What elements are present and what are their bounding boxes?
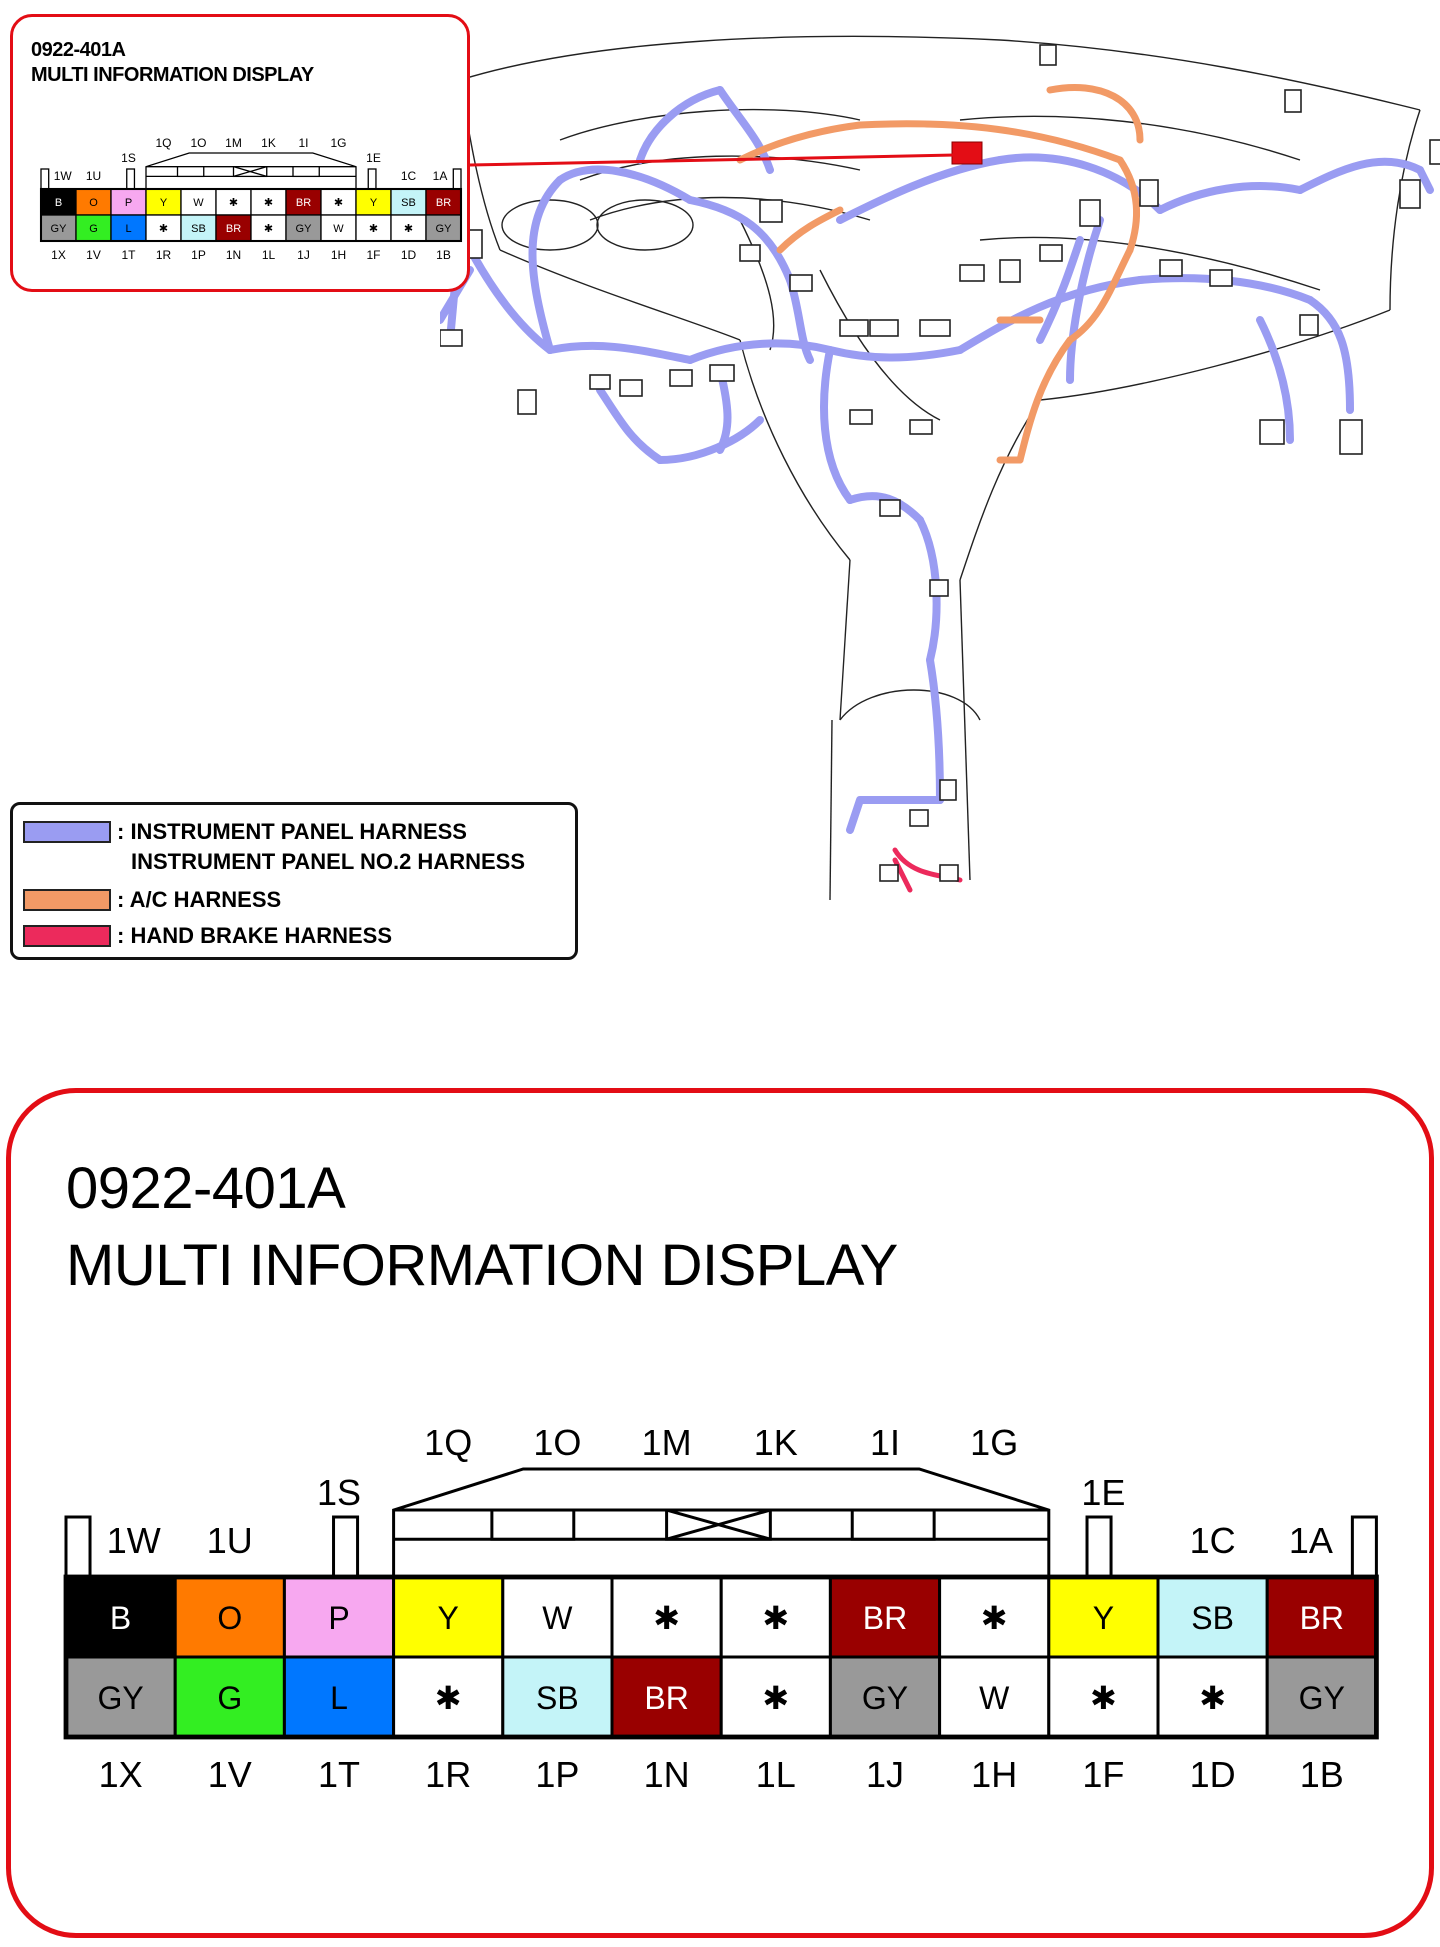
pin-wire-color: W [542,1600,573,1636]
pin-number-bottom: 1R [155,248,172,262]
pin-number-top: 1Q [155,136,172,150]
pin-number-top: 1S [121,151,136,165]
pin-wire-color: ✱ [158,223,169,235]
pin-number-bottom: 1T [121,248,136,262]
inset-connector-code: 0922-401A [31,39,126,61]
pin-wire-color: GY [295,223,312,235]
pin-wire-color: ✱ [333,197,344,209]
pin-wire-color: BR [644,1680,689,1716]
pin-number-top: 1U [206,1520,253,1561]
pin-number-top: 1Q [424,1422,473,1463]
tab-left [41,169,49,189]
housing-notch [178,167,204,177]
pin-number-top: 1I [869,1422,901,1463]
pin-number-bottom: 1B [436,248,451,262]
pin-number-bottom: 1T [317,1754,361,1795]
pin-wire-color: ✱ [980,1600,1008,1636]
pin-wire-color: GY [861,1680,909,1716]
pin-number-top: 1W [106,1520,161,1561]
pin-number-top: 1W [53,169,72,183]
pin-number-top: 1E [1081,1472,1126,1513]
pin-number-bottom: 1N [643,1754,690,1795]
legend-label: : INSTRUMENT PANEL HARNESS [117,819,467,844]
pin-wire-color: O [217,1600,243,1636]
legend-label: : HAND BRAKE HARNESS [117,923,393,948]
pin-number-top: 1S [316,1472,362,1513]
tab-1s [334,1517,358,1577]
pin-wire-color: ✱ [434,1680,462,1716]
tab-right [1352,1517,1376,1577]
pin-number-bottom: 1J [865,1754,905,1795]
pin-number-bottom: 1X [98,1754,143,1795]
pin-wire-color: ✱ [263,223,274,235]
pin-number-bottom: 1H [330,248,347,262]
connector-code: 0922-401A [66,1156,346,1221]
pin-number-top: 1M [225,136,242,150]
pin-wire-color: Y [437,1600,459,1636]
pin-number-bottom: 1X [51,248,66,262]
pin-wire-color: SB [191,223,206,235]
legend-swatch [23,925,111,947]
pin-wire-color: G [217,1680,243,1716]
pin-number-top: 1C [400,169,417,183]
pin-number-top: 1I [298,136,309,150]
connector-pinout-diagram [0,1380,1440,1800]
legend-label: : A/C HARNESS [117,887,282,912]
pin-wire-color: Y [159,197,168,209]
pin-number-bottom: 1B [1299,1754,1344,1795]
pin-wire-color: SB [1191,1600,1234,1636]
legend-label: INSTRUMENT PANEL NO.2 HARNESS [131,849,526,874]
pin-wire-color: B [109,1600,132,1636]
pin-number-bottom: 1P [535,1754,580,1795]
tab-1s [127,169,135,189]
pin-wire-color: GY [50,223,67,235]
pin-wire-color: ✱ [1199,1680,1227,1716]
inset-connector-diagram [25,117,465,267]
pin-wire-color: P [328,1600,350,1636]
pin-number-bottom: 1R [425,1754,472,1795]
pin-number-bottom: 1L [755,1754,796,1795]
tab-left [66,1517,90,1577]
pin-wire-color: ✱ [368,223,379,235]
pin-number-top: 1G [330,136,347,150]
pin-number-top: 1U [85,169,102,183]
pin-number-top: 1G [970,1422,1019,1463]
pin-wire-color: ✱ [762,1680,790,1716]
pin-number-top: 1K [261,136,276,150]
tab-right [453,169,461,189]
harness-legend [10,802,578,960]
pin-wire-color: BR [1299,1600,1345,1636]
pin-number-top: 1E [366,151,381,165]
pin-wire-color: L [330,1680,348,1716]
pin-wire-color: GY [435,223,452,235]
pin-wire-color: GY [1298,1680,1345,1716]
housing-notch [852,1510,934,1539]
inset-connector-name: MULTI INFORMATION DISPLAY [31,64,314,86]
pin-wire-color: Y [1092,1600,1115,1636]
pin-wire-color: B [54,197,63,209]
pin-number-top: 1A [432,169,448,183]
pin-wire-color: W [193,197,204,209]
tab-1e [1087,1517,1111,1577]
pin-wire-color: ✱ [228,197,239,209]
legend-swatch [23,821,111,843]
pin-number-top: 1K [753,1422,798,1463]
pin-wire-color: O [89,197,98,209]
pin-wire-color: W [333,223,344,235]
pin-number-bottom: 1V [207,1754,252,1795]
pin-number-bottom: 1F [1082,1754,1125,1795]
housing-notch [492,1510,574,1539]
pin-number-top: 1O [190,136,207,150]
pin-number-bottom: 1H [971,1754,1018,1795]
pin-wire-color: ✱ [403,223,414,235]
pin-wire-color: GY [97,1680,144,1716]
pin-wire-color: Y [369,197,378,209]
pin-number-bottom: 1J [297,248,310,262]
pin-number-top: 1A [1288,1520,1333,1561]
pin-wire-color: SB [536,1680,579,1716]
pin-wire-color: ✱ [1089,1680,1117,1716]
pin-wire-color: BR [435,197,452,209]
pin-wire-color: BR [295,197,312,209]
housing-notch [293,167,319,177]
pin-wire-color: ✱ [653,1600,681,1636]
connector-name: MULTI INFORMATION DISPLAY [66,1233,898,1298]
pin-number-bottom: 1L [261,248,276,262]
pin-wire-color: L [125,223,132,235]
pin-number-bottom: 1V [86,248,101,262]
pin-number-bottom: 1N [225,248,242,262]
pin-wire-color: G [89,223,98,235]
pin-wire-color: P [124,197,133,209]
inset-connector-box [10,14,470,292]
pin-number-bottom: 1P [191,248,206,262]
tab-1e [368,169,376,189]
pin-number-top: 1M [641,1422,692,1463]
legend-swatch [23,889,111,911]
pin-number-top: 1O [533,1422,582,1463]
pin-wire-color: BR [862,1600,908,1636]
pin-number-top: 1C [1189,1520,1236,1561]
pin-wire-color: BR [225,223,242,235]
pin-wire-color: SB [401,197,416,209]
pin-number-bottom: 1D [1189,1754,1236,1795]
pin-wire-color: ✱ [263,197,274,209]
pin-wire-color: W [979,1680,1010,1716]
pin-wire-color: ✱ [762,1600,790,1636]
pin-number-bottom: 1D [400,248,417,262]
pin-number-bottom: 1F [366,248,381,262]
